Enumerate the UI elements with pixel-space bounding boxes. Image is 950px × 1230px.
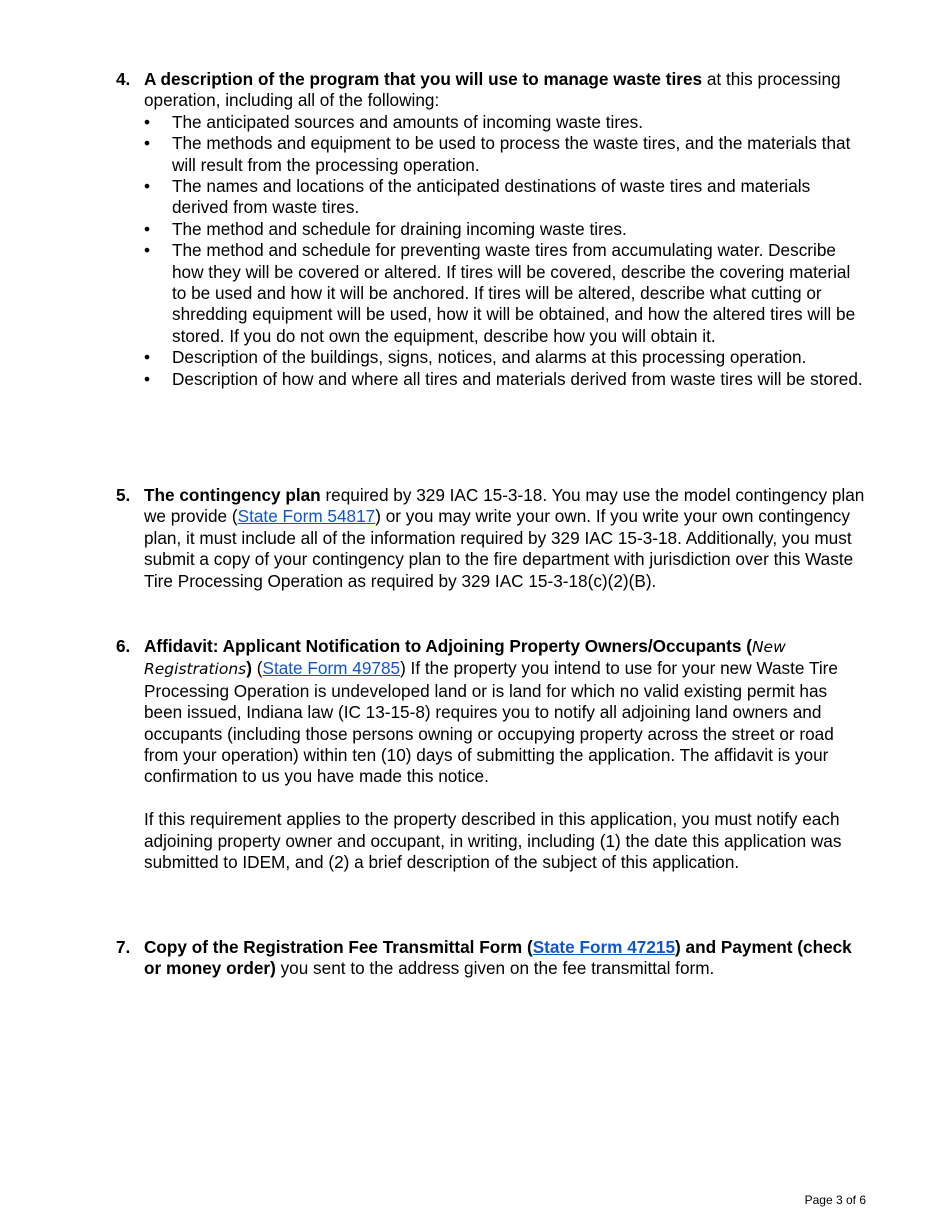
item-heading-italic: New Registrations (144, 638, 786, 679)
list-item: • Description of how and where all tires and materials derived from waste tires will be stored. (144, 368, 863, 389)
item-text: at this processing operation, including all of the following: (144, 69, 841, 111)
item-7: 7. Copy of the Registration Fee Transmittal Form (State Form 47215) and Payment (check or money order) you sent to the address given on the fee transmittal form. (116, 937, 852, 979)
bullet-icon: • (144, 368, 151, 389)
item-heading: Copy of the Registration Fee Transmittal Form ( (144, 937, 533, 957)
list-item: • The method and schedule for preventing waste tires from accumulating water. Describe how they will be covered or altered. If tires will be covered, describe the covering material to be used and how it will be anchored. If tires will be altered, describe what cutting or shredding equipment will be used, how it will be obtained, and how the altered tires will be stored. If you do not own the equipment, describe how you will obtain it. (144, 240, 856, 346)
bullet-list (116, 112, 868, 390)
bullet-icon: • (144, 218, 151, 239)
item-number: 7. (116, 937, 131, 957)
item-heading: The contingency plan (144, 485, 321, 505)
bullet-icon: • (144, 133, 151, 154)
list-item: • The names and locations of the anticipated destinations of waste tires and materials derived from waste tires. (144, 176, 811, 218)
bullet-icon: • (144, 240, 151, 261)
bullet-icon: • (144, 111, 151, 132)
item-heading: A description of the program that you will use to manage waste tires (144, 69, 703, 89)
state-form-47215-link[interactable]: State Form 47215 (532, 937, 676, 957)
list-item: • Description of the buildings, signs, notices, and alarms at this processing operation. (144, 347, 807, 368)
bullet-icon: • (144, 347, 151, 368)
item-paragraph: If this requirement applies to the property described in this application, you must notify each adjoining property owner and occupant, in writing, including (1) the date this application was submitted to IDEM, and (2) a brief description of the subject of this application. (144, 809, 842, 873)
state-form-54817-link[interactable]: State Form 54817 (237, 506, 376, 527)
item-5: 5. The contingency plan required by 329 IAC 15-3-18. You may use the model contingency plan we provide (State Form 54817) or you may write your own. If you write your own contingency plan, it must include all of the information required by 329 IAC 15-3-18. Additionally, you must submit a copy of your contingency plan to the fire department with jurisdiction over this Waste Tire Processing Operation as required by 329 IAC 15-3-18(c)(2)(B). (116, 485, 865, 591)
item-4 (116, 69, 868, 390)
item-6: 6. Affidavit: Applicant Notification to Adjoining Property Owners/Occupants (New Registrations) (State Form 49785) If the property you intend to use for your new Waste Tire Processing Operation is undeveloped land or is land for which no valid existing permit has been issued, Indiana law (IC 13-15-8) requires you to notify all adjoining land owners and occupants (including those persons owning or occupying property across the street or road from your operation) within ten (10) days of submitting the application. The affidavit is your confirmation to us you have made this notice. If this requirement applies to the property described in this application, you must notify each adjoining property owner and occupant, in writing, including (1) the date this application was submitted to IDEM, and (2) a brief description of the subject of this application. (116, 636, 868, 873)
item-heading: Affidavit: Applicant Notification to Adjoining Property Owners/Occupants ( (144, 636, 752, 656)
item-number: 5. (116, 485, 131, 505)
item-number: 4. (116, 69, 131, 89)
state-form-49785-link[interactable]: State Form 49785 (262, 658, 401, 679)
list-item: • The method and schedule for draining incoming waste tires. (144, 218, 627, 239)
item-number: 6. (116, 636, 131, 656)
bullet-icon: • (144, 176, 151, 197)
list-item: • The methods and equipment to be used to process the waste tires, and the materials that will result from the processing operation. (144, 133, 851, 175)
page-number: Page 3 of 6 (804, 1193, 866, 1207)
list-item: • The anticipated sources and amounts of incoming waste tires. (144, 111, 643, 132)
